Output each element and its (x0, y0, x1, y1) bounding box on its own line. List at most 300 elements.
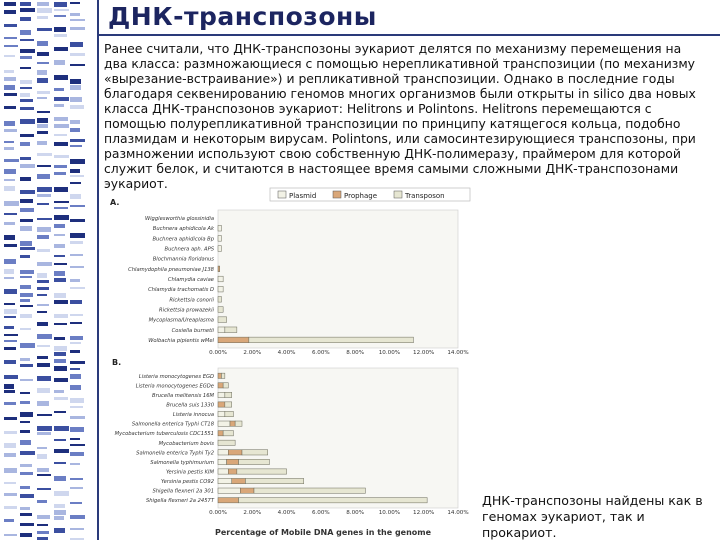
gel-band (20, 285, 31, 289)
panel-a-plot-area (218, 210, 458, 348)
gel-band (37, 524, 48, 526)
gel-band (70, 85, 81, 90)
gel-band (37, 262, 52, 266)
gel-band (4, 347, 16, 350)
legend (270, 188, 470, 201)
gel-band (70, 300, 82, 304)
gel-band (70, 398, 84, 403)
gel-band (20, 440, 31, 445)
gel-band (20, 30, 31, 35)
gel-band (54, 60, 65, 65)
panel-b-x-axis-label: Percentage of Mobile DNA genes in the genome (214, 528, 432, 537)
gel-band (37, 474, 51, 476)
gel-band (37, 322, 48, 326)
gel-band (4, 77, 16, 81)
bar-prophage (228, 469, 237, 474)
gel-band (54, 255, 65, 257)
bar-transposon (225, 327, 237, 333)
gel-band (70, 427, 84, 432)
gel-band (37, 165, 51, 167)
gel-band (70, 287, 85, 289)
gel-band (4, 159, 19, 162)
dna-gel-strip (0, 0, 92, 540)
gel-band (4, 106, 16, 109)
gel-band (4, 85, 15, 90)
gel-band (37, 97, 47, 99)
category-label: Brucella melitensis 16M (152, 392, 214, 399)
category-label: Brucella suis 1330 (166, 402, 214, 409)
gel-band (37, 28, 52, 31)
gel-band (20, 314, 32, 318)
gel-band (20, 56, 32, 59)
bar-transposon (239, 498, 428, 503)
gel-band (20, 255, 30, 258)
gel-band (54, 491, 69, 496)
gel-band (70, 266, 84, 268)
gel-band (20, 219, 33, 222)
gel-band (70, 194, 81, 199)
gel-band (54, 462, 66, 464)
gel-band (54, 34, 67, 37)
gel-band (37, 468, 49, 472)
gel-band (4, 186, 15, 191)
gel-band (54, 201, 69, 203)
gel-band (4, 55, 15, 57)
gel-band (20, 343, 35, 348)
x-tick-label: 14.00% (447, 350, 469, 356)
gel-band (4, 493, 17, 496)
gel-band (54, 352, 66, 356)
gel-band (70, 444, 85, 446)
gel-band (4, 384, 14, 389)
gel-band (54, 300, 68, 304)
x-tick-label: 0.00% (209, 510, 227, 516)
x-tick-label: 12.00% (413, 510, 435, 516)
gel-band (20, 39, 34, 41)
vertical-divider (97, 0, 99, 540)
gel-band (54, 155, 69, 158)
x-tick-label: 6.00% (311, 510, 330, 516)
gel-band (70, 374, 81, 379)
gel-band (54, 27, 66, 32)
gel-band (4, 269, 14, 274)
gel-band (37, 78, 48, 83)
gel-band (54, 271, 65, 276)
bar-plasmid (218, 478, 232, 483)
bar-plasmid (218, 236, 221, 242)
gel-band (20, 199, 33, 203)
gel-band (54, 215, 69, 220)
gel-band (54, 75, 68, 80)
gel-band (4, 37, 17, 39)
x-tick-label: 8.00% (346, 350, 365, 356)
bar-plasmid (218, 225, 221, 231)
gel-band (20, 119, 35, 124)
bar-transposon (225, 411, 234, 416)
gel-band (20, 451, 35, 455)
gel-band (37, 203, 49, 205)
bar-transposon (218, 307, 223, 313)
gel-band (54, 390, 64, 393)
gel-band (70, 105, 84, 109)
gel-band (37, 432, 51, 435)
gel-band (54, 187, 68, 192)
gel-band (37, 388, 50, 393)
bar-prophage (218, 402, 225, 407)
category-label: Mycobacterium tuberculosis CDC1551 (114, 431, 214, 438)
gel-band (4, 147, 14, 150)
gel-band (37, 2, 49, 6)
gel-band (70, 219, 85, 222)
gel-band (4, 93, 17, 96)
gel-band (37, 401, 49, 406)
gel-band (54, 504, 65, 508)
gel-band (37, 287, 49, 290)
gel-band (70, 322, 82, 324)
gel-band (20, 93, 30, 97)
gel-band (70, 361, 85, 364)
gel-band (70, 487, 83, 489)
gel-band (70, 53, 85, 56)
gel-band (70, 97, 82, 102)
gel-band (20, 276, 32, 278)
page-title: ДНК-транспозоны (108, 2, 377, 31)
gel-band (70, 385, 81, 390)
gel-band (37, 500, 47, 503)
bar-transposon (239, 459, 270, 464)
gel-band (20, 523, 34, 526)
gel-band (54, 88, 64, 91)
gel-band (20, 226, 32, 231)
x-tick-label: 2.00% (243, 510, 262, 516)
gel-band (4, 179, 15, 181)
gel-band (20, 486, 30, 489)
gel-band (37, 62, 49, 64)
gel-band (37, 273, 47, 278)
bar-plasmid (218, 276, 223, 282)
bar-prophage (218, 373, 221, 378)
gel-band (70, 175, 84, 177)
gel-band (70, 42, 83, 47)
gel-band (54, 244, 65, 248)
gel-band (20, 17, 31, 21)
gel-band (4, 519, 14, 522)
gel-band (20, 299, 30, 302)
category-label: Mycobacterium bovis (158, 440, 214, 447)
bar-plasmid (218, 459, 227, 464)
gel-band (20, 67, 31, 69)
gel-band (54, 172, 66, 175)
body-paragraph: Ранее считали, что ДНК-транспозоны эукариот делятся по механизму перемещения на два класса: размножающиеся с помощью нерепликативной транспозиции (по механизму «вырезание-встраивание») и репликативной транспозиции. Однако в последние годы благодаря секвенированию геномов многих организмов были открыты in silico два новых класса ДНК-транспозонов эукариот: Helitrons и Polintons. Helitrons перемещаются с помощью полурепликативной транспозиции по принципу катящегося кольца, подобно плазмидам и некоторым вирусам. Polintons, или самосинтезирующиеся транспозоны, при размножении используют свою собственную ДНК-полимеразу, праймером для которой служит белок, и считаются в настоящее время самыми сложными ДНК-транспозонами эукариот. (104, 41, 696, 191)
gel-band (37, 41, 48, 46)
x-tick-label: 4.00% (277, 350, 296, 356)
gel-band (4, 309, 17, 314)
gel-band (70, 159, 85, 164)
gel-band (4, 129, 17, 132)
gel-band (37, 153, 52, 156)
gel-band (54, 104, 64, 107)
gel-band (4, 45, 18, 47)
gel-band (70, 502, 82, 504)
bar-transposon (221, 373, 224, 378)
gel-band (54, 378, 68, 382)
bar-transposon (237, 469, 287, 474)
bar-prophage (230, 421, 235, 426)
gel-band (20, 507, 30, 510)
gel-band (70, 254, 83, 256)
gel-band (37, 111, 50, 113)
gel-band (70, 27, 85, 30)
gel-band (4, 468, 17, 473)
category-label: Wigglesworthia glossinidia (144, 216, 214, 223)
gel-band (37, 447, 47, 449)
bar-plasmid (218, 392, 225, 397)
gel-band (70, 233, 85, 238)
gel-band (4, 121, 15, 126)
gel-band (4, 334, 18, 336)
gel-band (4, 316, 16, 318)
gel-band (20, 164, 35, 168)
gel-band (4, 390, 15, 393)
gel-band (37, 531, 49, 534)
category-label: Listeria innocua (172, 412, 214, 419)
gel-band (54, 15, 66, 17)
gel-band (4, 431, 17, 434)
gel-band (20, 49, 35, 53)
category-label: Listeria monocytogenes EGDe (135, 383, 214, 390)
gel-band (70, 79, 81, 84)
gel-band (54, 263, 67, 265)
bar-plasmid (218, 450, 228, 455)
x-tick-label: 8.00% (346, 510, 365, 516)
gel-band (20, 513, 32, 516)
gel-band (37, 426, 52, 431)
bar-transposon (235, 421, 242, 426)
gel-band (4, 417, 17, 420)
gel-band (4, 326, 14, 329)
gel-band (37, 249, 50, 252)
gel-band (54, 234, 65, 236)
bar-transposon (254, 488, 365, 493)
category-label: Salmonella enterica Typhi CT18 (131, 421, 214, 428)
gel-band (20, 270, 34, 274)
gel-band (20, 421, 30, 423)
category-label: Salmonella enterica Typhi Ty2 (136, 450, 214, 457)
gel-band (20, 134, 34, 137)
gel-band (20, 305, 33, 307)
x-tick-label: 14.00% (447, 510, 469, 516)
gel-band (4, 169, 16, 174)
gel-band (20, 464, 32, 467)
gel-band (20, 2, 31, 6)
category-label: Coxiella burnetii (171, 327, 214, 334)
gel-band (20, 364, 33, 367)
gel-band (70, 120, 80, 124)
gel-band (20, 328, 31, 330)
gel-band (54, 314, 68, 318)
bar-plasmid (218, 411, 225, 416)
gel-band (70, 314, 83, 316)
gel-band (54, 47, 68, 51)
bar-plasmid (218, 286, 223, 292)
bar-transposon (218, 317, 227, 323)
x-tick-label: 6.00% (311, 350, 330, 356)
bar-prophage (218, 337, 249, 343)
gel-band (70, 13, 80, 16)
gel-band (54, 207, 68, 209)
gel-band (70, 279, 80, 282)
gel-band (70, 416, 85, 419)
legend-swatch-transposon (394, 191, 402, 198)
gel-band (20, 99, 33, 102)
gel-band (37, 194, 51, 197)
gel-band (54, 528, 65, 533)
gel-band (54, 142, 68, 146)
category-label: Buchnera aph. APS (164, 246, 214, 253)
legend-swatch-prophage (333, 191, 341, 198)
gel-band (20, 430, 30, 433)
category-label: Shigella flexneri 2a 301 (152, 488, 214, 495)
bar-plasmid (218, 327, 225, 333)
legend-label-plasmid: Plasmid (289, 192, 317, 200)
figure-charts (100, 183, 480, 538)
gel-band (37, 52, 49, 56)
bar-transposon (223, 383, 228, 388)
gel-band (54, 346, 67, 351)
gel-band (4, 506, 17, 509)
gel-band (37, 174, 50, 179)
title-underline (97, 34, 720, 36)
category-label: Buchnera aphidicola Bp (152, 236, 214, 243)
category-label: Yersinia pestis KIM (165, 469, 214, 476)
bar-prophage (218, 266, 220, 272)
gel-band (37, 235, 49, 239)
gel-band (54, 323, 67, 325)
x-tick-label: 10.00% (378, 350, 401, 356)
gel-band (54, 2, 67, 7)
bar-prophage (227, 459, 239, 464)
x-tick-label: 2.00% (243, 350, 262, 356)
gel-band (4, 259, 16, 264)
panel-b-plot-area (218, 368, 458, 508)
gel-band (54, 124, 69, 128)
gel-band (37, 294, 47, 296)
gel-band (37, 118, 48, 123)
legend-label-transposon: Transposon (405, 192, 445, 200)
gel-band (37, 280, 49, 283)
gel-band (4, 222, 15, 225)
gel-band (70, 145, 82, 147)
gel-band (37, 356, 48, 359)
x-tick-label: 0.00% (209, 350, 227, 356)
gel-band (70, 478, 83, 480)
legend-label-prophage: Prophage (344, 192, 378, 200)
gel-band (70, 368, 80, 370)
gel-band (37, 141, 47, 145)
gel-band (4, 70, 14, 73)
gel-band (37, 91, 50, 94)
gel-band (37, 414, 52, 416)
gel-band (4, 482, 16, 484)
gel-band (70, 528, 84, 530)
gel-band (37, 70, 47, 75)
gel-band (37, 488, 51, 490)
gel-band (20, 157, 31, 160)
gel-band (4, 24, 17, 27)
bar-plasmid (218, 421, 230, 426)
gel-band (37, 187, 52, 192)
gel-band (70, 241, 83, 244)
gel-band (70, 64, 85, 66)
gel-band (4, 534, 17, 536)
gel-band (4, 402, 16, 405)
gel-band (4, 201, 19, 206)
gel-band (37, 363, 50, 367)
bar-prophage (232, 478, 246, 483)
gel-band (20, 208, 34, 212)
category-label: Buchnera aphidicola Ak (152, 226, 214, 233)
gel-band (37, 227, 51, 232)
gel-band (20, 392, 30, 394)
bar-prophage (218, 498, 239, 503)
category-label: Chlamydia caviae (167, 277, 214, 283)
gel-band (37, 515, 50, 519)
gel-band (4, 244, 17, 247)
gel-band (4, 277, 14, 279)
gel-band (20, 494, 34, 498)
category-label: Rickettsia prowazekii (159, 307, 214, 314)
caption-text: ДНК-транспозоны найдены как в геномах эукариот, так и прокариот. (482, 493, 703, 540)
gel-band (70, 438, 80, 440)
gel-band (4, 289, 17, 294)
gel-band (54, 97, 69, 101)
gel-band (54, 516, 64, 520)
gel-band (70, 515, 85, 519)
gel-band (70, 128, 80, 132)
gel-band (70, 452, 84, 456)
category-label: Yersinia pestis CO92 (161, 479, 214, 486)
gel-band (20, 107, 34, 110)
category-label: Rickettsia conorii (169, 297, 214, 304)
gel-band (4, 453, 16, 457)
category-label: Salmonella typhimurium (150, 459, 214, 466)
category-label: Chlamydophila pneumoniae J138 (128, 266, 214, 273)
gel-band (37, 124, 48, 128)
gel-band (54, 476, 66, 481)
gel-band (4, 375, 18, 379)
gel-band (54, 278, 66, 282)
bar-transposon (218, 297, 221, 303)
gel-band (54, 337, 65, 340)
gel-band (20, 533, 32, 537)
gel-band (37, 376, 51, 381)
gel-band (54, 359, 66, 363)
gel-band (70, 336, 83, 340)
gel-band (37, 345, 50, 347)
gel-band (54, 366, 67, 371)
gel-band (54, 449, 69, 453)
gel-band (4, 340, 17, 342)
gel-band (54, 411, 66, 413)
gel-band (20, 379, 33, 381)
gel-band (37, 304, 49, 306)
bar-transposon (245, 478, 303, 483)
gel-band (70, 463, 80, 465)
category-label: Listeria monocytogenes EGD (138, 373, 214, 380)
gel-band (70, 182, 81, 184)
x-tick-label: 12.00% (413, 350, 435, 356)
gel-band (54, 510, 66, 515)
